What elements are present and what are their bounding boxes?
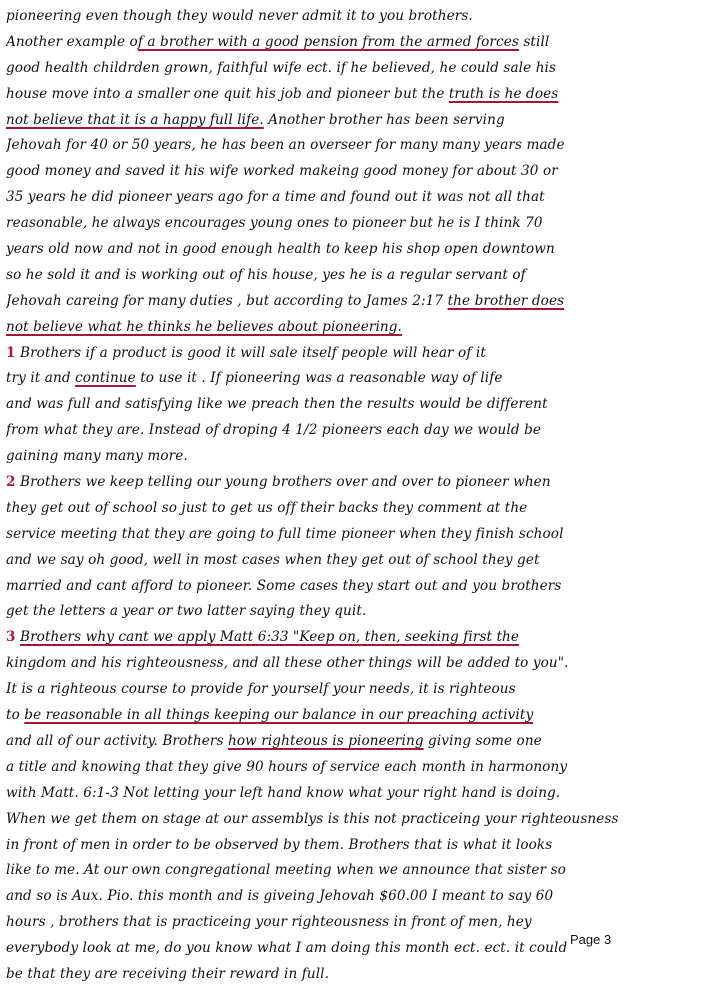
text-segment: and was full and satisfying like we preach then the results would be different (6, 396, 548, 413)
text-line (6, 56, 717, 82)
text-segment: kingdom and his righteousness, and all these other things will be added to you". (6, 655, 569, 672)
text-line (6, 30, 717, 56)
text-line (6, 108, 717, 134)
text-segment: years old now and not in good enough health to keep his shop open downtown (6, 241, 555, 258)
point-number: 3 (6, 629, 16, 646)
text-line (6, 858, 717, 884)
text-line (6, 4, 717, 30)
text-segment: they get out of school so just to get us off their backs they comment at the (6, 499, 528, 516)
text-segment: giving some one (423, 732, 542, 749)
text-segment: service meeting that they are going to full time pioneer when they finish school (6, 525, 564, 542)
text-segment: good health childrden grown, faithful wife ect. if he believed, he could sale his (6, 59, 557, 76)
text-segment: Jehovah careing for many duties , but according to James 2:17 (6, 292, 448, 309)
underlined-phrase: how righteous is pioneering (227, 732, 424, 749)
text-line (6, 133, 717, 159)
text-line (6, 366, 717, 392)
text-line (6, 677, 717, 703)
text-line (6, 729, 717, 755)
text-segment: get the letters a year or two latter saying they quit. (6, 603, 367, 620)
underlined-phrase: not believe what he thinks he believes about pioneering. (6, 318, 402, 335)
text-segment: and we say oh good, well in most cases when they get out of school they get (6, 551, 540, 568)
text-segment: so he sold it and is working out of his house, yes he is a regular servant of (6, 266, 526, 283)
text-segment: a title and knowing that they give 90 hours of service each month in harmonony (6, 758, 568, 775)
text-segment: be that they are receiving their reward in full. (6, 965, 330, 982)
text-segment: Jehovah for 40 or 50 years, he has been an overseer for many many years made (6, 137, 565, 154)
text-line (6, 574, 717, 600)
text-segment: with Matt. 6:1-3 Not letting your left hand know what your right hand is doing. (6, 784, 561, 801)
underlined-phrase: truth is he does (448, 85, 559, 102)
text-line (6, 781, 717, 807)
underlined-phrase: not believe that it is a happy full life. (6, 111, 264, 128)
text-line (6, 599, 717, 625)
text-segment: 35 years he did pioneer years ago for a time and found out it was not all that (6, 189, 545, 206)
text-line (6, 548, 717, 574)
text-line (6, 651, 717, 677)
text-segment: in front of men in order to be observed by them. Brothers that is what it looks (6, 836, 553, 853)
text-segment: Brothers we keep telling our young brothers over and over to pioneer when (15, 474, 551, 491)
text-segment: try it and (6, 370, 76, 387)
text-line (6, 755, 717, 781)
text-line (6, 625, 717, 651)
underlined-phrase: f a brother with a good pension from the armed forces (137, 33, 519, 50)
text-segment: When we get them on stage at our assemblys is this not practiceing your righteousness (6, 810, 619, 827)
underlined-phrase: continue (75, 370, 136, 387)
text-line (6, 496, 717, 522)
text-line (6, 159, 717, 185)
text-line (6, 807, 717, 833)
text-segment: and so is Aux. Pio. this month and is giveing Jehovah $60.00 I meant to say 60 (6, 888, 554, 905)
text-line (6, 703, 717, 729)
text-segment: gaining many many more. (6, 448, 188, 465)
text-segment: Another brother has been serving (263, 111, 505, 128)
text-line (6, 341, 717, 367)
text-line (6, 884, 717, 910)
text-line (6, 444, 717, 470)
text-line (6, 315, 717, 341)
point-number: 1 (6, 344, 16, 361)
text-segment: everybody look at me, do you know what I am doing this month ect. ect. it could (6, 940, 568, 957)
text-line (6, 237, 717, 263)
text-line (6, 82, 717, 108)
text-segment: from what they are. Instead of droping 4 1/2 pioneers each day we would be (6, 422, 542, 439)
text-segment: like to me. At our own congregational meeting when we announce that sister so (6, 862, 566, 879)
page-number: Page 3 (570, 932, 612, 947)
text-segment: house move into a smaller one quit his job and pioneer but the (6, 85, 449, 102)
text-segment: Brothers if a product is good it will sale itself people will hear of it (15, 344, 486, 361)
text-segment: good money and saved it his wife worked makeing good money for about 30 or (6, 163, 558, 180)
text-line (6, 833, 717, 859)
text-line (6, 522, 717, 548)
text-line (6, 263, 717, 289)
text-line (6, 418, 717, 444)
text-segment: reasonable, he always encourages young ones to pioneer but he is I think 70 (6, 215, 543, 232)
text-line (6, 289, 717, 315)
text-line (6, 392, 717, 418)
text-segment: to (6, 707, 25, 724)
point-number: 2 (6, 474, 16, 491)
text-segment: Another example o (6, 33, 138, 50)
text-segment: pioneering even though they would never admit it to you brothers. (6, 8, 473, 24)
text-segment: married and cant afford to pioneer. Some cases they start out and you brothers (6, 577, 562, 594)
underlined-phrase: Brothers why cant we apply Matt 6:33 "Keep on, then, seeking first the (19, 629, 520, 646)
text-line (6, 185, 717, 211)
text-segment: It is a righteous course to provide for yourself your needs, it is righteous (6, 681, 516, 698)
text-segment: hours , brothers that is practiceing your righteousness in front of men, hey (6, 914, 532, 931)
text-segment: and all of our activity. Brothers (6, 732, 228, 749)
underlined-phrase: the brother does (447, 292, 565, 309)
text-segment: still (518, 33, 550, 50)
text-line (6, 962, 717, 988)
text-segment: to use it . If pioneering was a reasonable way of life (135, 370, 503, 387)
text-line (6, 211, 717, 237)
text-line (6, 470, 717, 496)
underlined-phrase: be reasonable in all things keeping our balance in our preaching activity (24, 707, 534, 724)
